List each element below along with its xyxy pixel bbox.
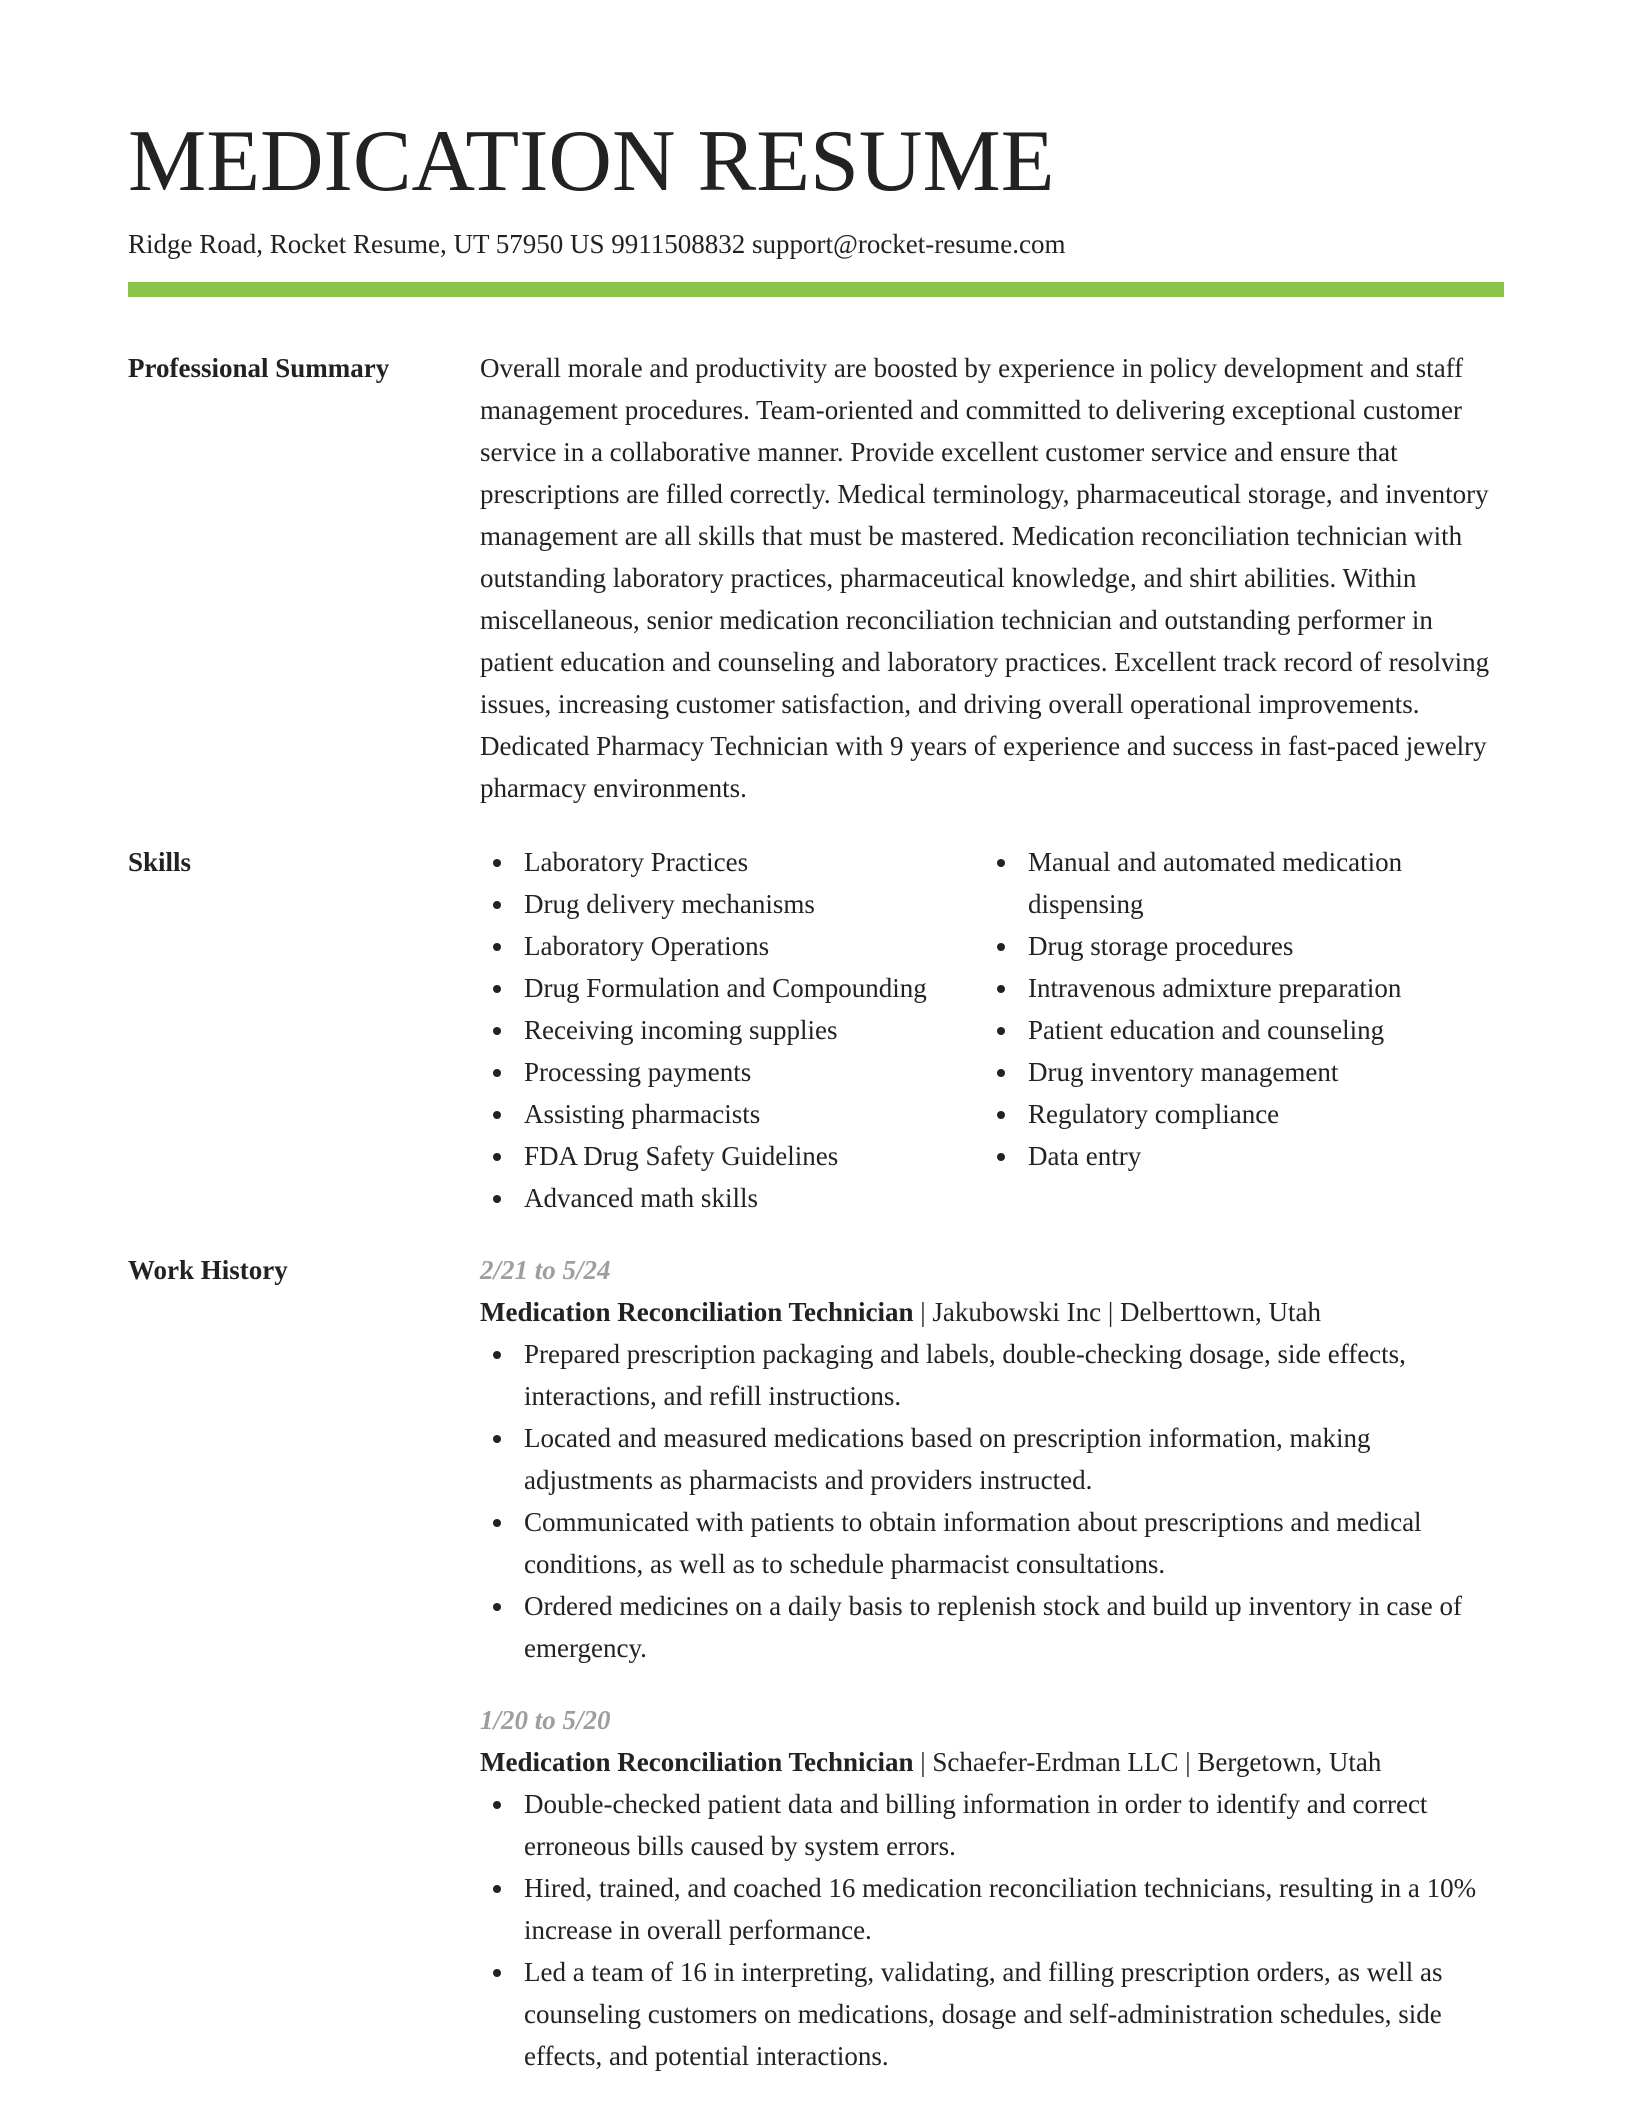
skill-item-text: Intravenous admixture preparation: [1028, 973, 1402, 1004]
skill-item-text: Assisting pharmacists: [524, 1099, 761, 1130]
skill-item-text: Manual and automated medication dispensing: [1028, 847, 1403, 920]
bullet-icon: [493, 1435, 501, 1443]
skill-item: [524, 841, 984, 883]
skill-item: [524, 967, 984, 1009]
skill-item-text: Receiving incoming supplies: [524, 1015, 838, 1046]
job-bullet-text: Ordered medicines on a daily basis to replenish stock and build up inventory in case of emergency.: [524, 1591, 1463, 1664]
skill-item-text: Regulatory compliance: [1028, 1099, 1280, 1130]
bullet-icon: [493, 1111, 501, 1119]
bullet-icon: [493, 1969, 501, 1977]
skill-item-text: Drug delivery mechanisms: [524, 889, 815, 920]
skill-item: [1028, 1051, 1488, 1093]
job-bullet: [524, 1333, 1504, 1417]
job-bullets: [480, 1783, 1504, 2077]
bullet-icon: [493, 943, 501, 951]
skill-item: [1028, 925, 1488, 967]
skill-item-text: Drug Formulation and Compounding: [524, 973, 927, 1004]
job-bullet: [524, 1783, 1504, 1867]
resume-name: MEDICATION RESUME: [128, 113, 1055, 210]
job-bullet: [524, 1585, 1504, 1669]
job-employer-location: | Jakubowski Inc | Delberttown, Utah: [913, 1297, 1321, 1328]
job-bullet-text: Communicated with patients to obtain information about prescriptions and medical conditions, as well as to schedule pharmacist consultations.: [524, 1507, 1422, 1580]
job-bullet: [524, 1867, 1504, 1951]
bullet-icon: [493, 1519, 501, 1527]
bullet-icon: [997, 1111, 1005, 1119]
job-bullet-text: Hired, trained, and coached 16 medication reconciliation technicians, resulting in a 10% increase in overall performance.: [524, 1873, 1477, 1946]
summary-text: Overall morale and productivity are boosted by experience in policy development and staff management procedures. Team-oriented and committed to delivering exceptional customer service in a collaborative manner. Provide excellent customer service and ensure that prescriptions are filled correctly. Medical terminology, pharmaceutical storage, and inventory management are all skills that must be mastered. Medication reconciliation technician with outstanding laboratory practices, pharmaceutical knowledge, and shirt abilities. Within miscellaneous, senior medication reconciliation technician and outstanding performer in patient education and counseling and laboratory practices. Excellent track record of resolving issues, increasing customer satisfaction, and driving overall operational improvements. Dedicated Pharmacy Technician with 9 years of experience and success in fast-paced jewelry pharmacy environments.: [480, 353, 1490, 804]
skills-list-left: [480, 841, 984, 1219]
skill-item-text: Data entry: [1028, 1141, 1142, 1172]
job-bullet-text: Led a team of 16 in interpreting, validating, and filling prescription orders, as well as counseling customers on medications, dosage and self-administration schedules, side effects, and potential interactions.: [524, 1957, 1443, 2072]
bullet-icon: [997, 1027, 1005, 1035]
skill-item: [524, 1051, 984, 1093]
skill-item-text: Advanced math skills: [524, 1183, 758, 1214]
skill-item: [1028, 841, 1488, 925]
skill-item-text: Laboratory Operations: [524, 931, 770, 962]
section-heading-work-history: Work History: [128, 1255, 288, 1286]
skill-item: [524, 883, 984, 925]
job-entry: [480, 1249, 1504, 1669]
skill-item: [524, 1135, 984, 1177]
job-title: Medication Reconciliation Technician: [480, 1297, 914, 1328]
job-dates: 2/21 to 5/24: [480, 1255, 611, 1286]
work-history-section: [128, 1249, 1504, 2077]
bullet-icon: [493, 901, 501, 909]
bullet-icon: [997, 859, 1005, 867]
job-bullets: [480, 1333, 1504, 1669]
skill-item-text: Drug storage procedures: [1028, 931, 1294, 962]
skills-grid: [480, 841, 1504, 1219]
bullet-icon: [493, 985, 501, 993]
bullet-icon: [493, 1603, 501, 1611]
skill-item: [1028, 1093, 1488, 1135]
skill-item: [524, 1093, 984, 1135]
skills-section: [128, 841, 1504, 1219]
section-heading-summary: Professional Summary: [128, 353, 390, 384]
bullet-icon: [493, 1069, 501, 1077]
bullet-icon: [997, 985, 1005, 993]
skill-item-text: Drug inventory management: [1028, 1057, 1339, 1088]
bullet-icon: [997, 943, 1005, 951]
skill-item-text: Patient education and counseling: [1028, 1015, 1385, 1046]
bullet-icon: [493, 859, 501, 867]
bullet-icon: [493, 1027, 501, 1035]
job-bullet: [524, 1951, 1504, 2077]
job-bullet-text: Prepared prescription packaging and labels, double-checking dosage, side effects, interactions, and refill instructions.: [524, 1339, 1406, 1412]
job-heading: [480, 1741, 1504, 1783]
job-employer-location: | Schaefer-Erdman LLC | Bergetown, Utah: [913, 1747, 1382, 1778]
job-bullet-text: Located and measured medications based on prescription information, making adjustments as pharmacists and providers instructed.: [524, 1423, 1371, 1496]
bullet-icon: [493, 1801, 501, 1809]
bullet-icon: [493, 1195, 501, 1203]
bullet-icon: [493, 1153, 501, 1161]
jobs-list: [480, 1249, 1504, 2077]
skill-item: [1028, 967, 1488, 1009]
skill-item: [524, 925, 984, 967]
skill-item-text: Processing payments: [524, 1057, 752, 1088]
job-bullet: [524, 1417, 1504, 1501]
bullet-icon: [997, 1153, 1005, 1161]
skill-item-text: Laboratory Practices: [524, 847, 749, 878]
job-heading: [480, 1291, 1504, 1333]
skill-item: [524, 1009, 984, 1051]
skill-item: [1028, 1009, 1488, 1051]
job-bullet-text: Double-checked patient data and billing information in order to identify and correct erroneous bills caused by system errors.: [524, 1789, 1428, 1862]
resume-page: [128, 0, 1504, 2077]
bullet-icon: [997, 1069, 1005, 1077]
skill-item: [524, 1177, 984, 1219]
job-bullet: [524, 1501, 1504, 1585]
job-title: Medication Reconciliation Technician: [480, 1747, 914, 1778]
skills-list-right: [984, 841, 1488, 1177]
skill-item-text: FDA Drug Safety Guidelines: [524, 1141, 839, 1172]
accent-divider: [128, 282, 1504, 297]
summary-section: [128, 347, 1504, 809]
skill-item: [1028, 1135, 1488, 1177]
bullet-icon: [493, 1885, 501, 1893]
job-entry: [480, 1699, 1504, 2077]
section-heading-skills: Skills: [128, 847, 192, 878]
contact-line: Ridge Road, Rocket Resume, UT 57950 US 9911508832 support@rocket-resume.com: [128, 229, 1066, 259]
job-dates: 1/20 to 5/20: [480, 1705, 611, 1736]
bullet-icon: [493, 1351, 501, 1359]
